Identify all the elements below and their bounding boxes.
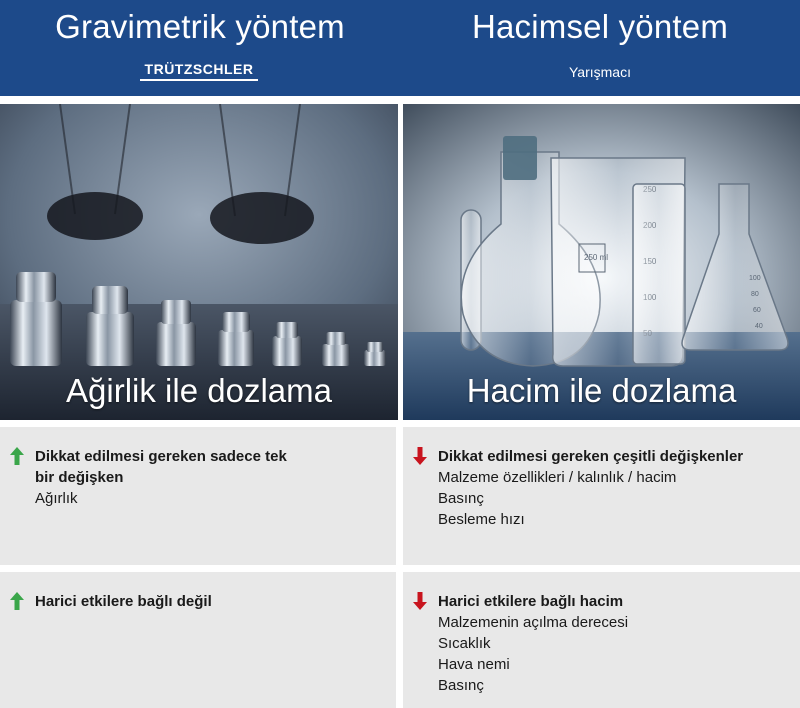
weight-6: [322, 332, 350, 366]
arrow-up-icon: [10, 592, 24, 610]
weight-5: [272, 322, 302, 366]
panel-heading: Harici etkilere bağlı değil: [35, 593, 212, 610]
beaker-volume-label: 250 ml: [584, 253, 609, 262]
panel-item: Hava nemi: [438, 656, 510, 673]
competitor-label: Yarışmacı: [569, 64, 631, 80]
header-bar: [0, 0, 800, 96]
panel-heading-line: Dikkat edilmesi gereken sadece tek: [35, 448, 287, 465]
weight-2: [86, 286, 134, 366]
panel-multiple-variables: [403, 427, 800, 565]
panel-item: Malzeme özellikleri / kalınlık / hacim: [438, 469, 677, 486]
flask-tick-100: 100: [749, 275, 761, 282]
logo-underline: [140, 79, 258, 81]
arrow-down-icon: [413, 592, 427, 610]
logo-text: TRÜTZSCHLER: [144, 61, 254, 77]
right-column-title: Hacimsel yöntem: [471, 8, 729, 45]
arrow-down-icon: [413, 447, 427, 465]
weights-caption: Ağirlik ile dozlama: [66, 372, 332, 409]
arrow-up-icon: [10, 447, 24, 465]
weights-photo: [0, 104, 398, 420]
panel-single-variable: [0, 427, 396, 565]
panel-item: Sıcaklık: [438, 635, 491, 652]
panel-no-external-influence: [0, 572, 396, 708]
trutzschler-logo: [140, 60, 258, 82]
weight-1: [10, 272, 62, 366]
panel-heading: Dikkat edilmesi gereken çeşitli değişkenler: [438, 448, 744, 465]
weight-4: [218, 312, 254, 366]
panel-item: Basınç: [438, 490, 484, 507]
panel-external-influence: [403, 572, 800, 708]
flask-tick-60: 60: [753, 307, 761, 314]
panel-item: Malzemenin açılma derecesi: [438, 614, 629, 631]
panel-heading: Harici etkilere bağlı hacim: [438, 593, 624, 610]
weight-3: [156, 300, 196, 366]
left-column-title: Gravimetrik yöntem: [55, 8, 345, 45]
weight-7: [364, 342, 386, 366]
panel-item: Ağırlık: [35, 490, 78, 507]
glassware-photo: [403, 104, 800, 420]
flask-tick-40: 40: [755, 323, 763, 330]
panel-heading-line: bir değişken: [35, 469, 124, 486]
panel-item: Basınç: [438, 677, 484, 694]
panel-item: Besleme hızı: [438, 511, 525, 528]
flask-tick-80: 80: [751, 291, 759, 298]
glassware-caption: Hacim ile dozlama: [466, 372, 737, 409]
